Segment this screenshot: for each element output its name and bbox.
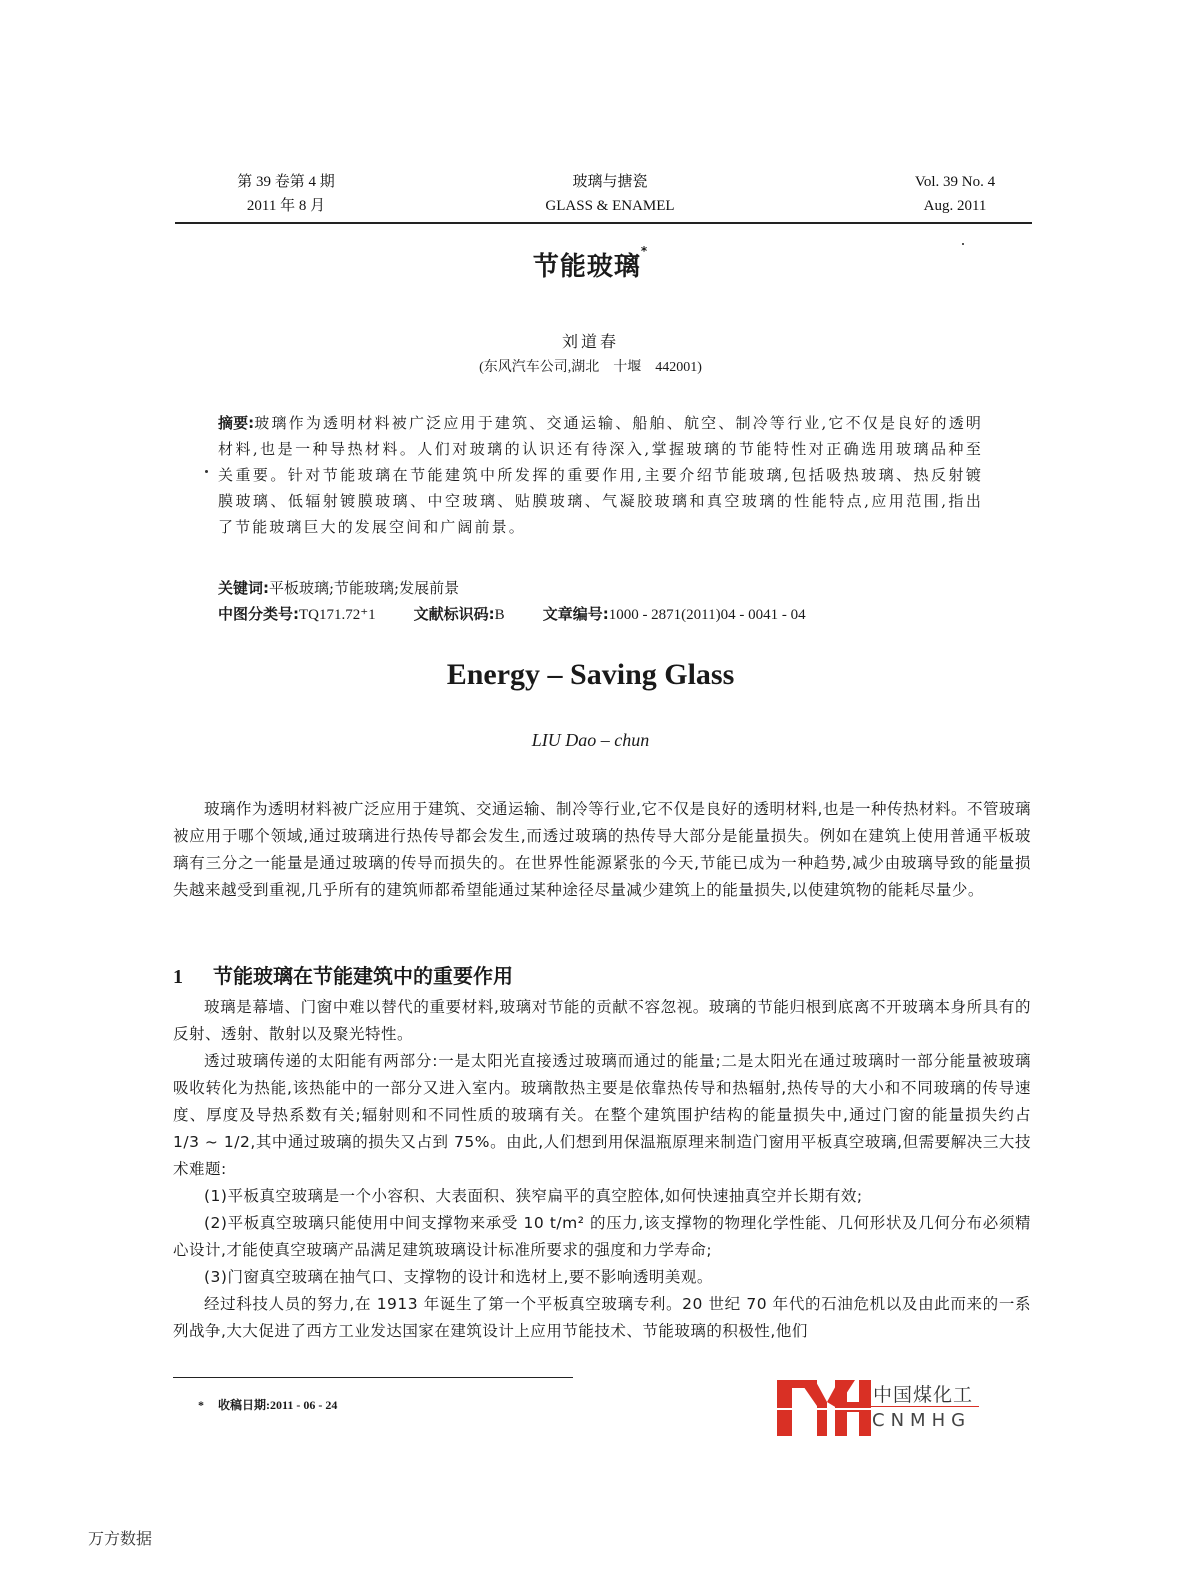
footnote-mark: * xyxy=(198,1398,204,1412)
abstract xyxy=(218,410,983,540)
article-no-label: 文章编号: xyxy=(542,605,609,623)
keywords xyxy=(218,576,459,600)
scan-speck xyxy=(205,470,208,473)
scan-speck xyxy=(962,243,964,245)
doc-code-label: 文献标识码: xyxy=(413,605,495,623)
title-footnote-mark: * xyxy=(640,244,649,258)
affiliation-cn: (东风汽车公司,湖北 十堰 442001) xyxy=(479,360,702,375)
logo-name-en: CNMHG xyxy=(872,1410,972,1431)
list-item: (1)平板真空玻璃是一个小容积、大表面积、狭窄扁平的真空腔体,如何快速抽真空并长期有效; xyxy=(204,1187,863,1205)
section-title: 节能玻璃在节能建筑中的重要作用 xyxy=(213,964,513,988)
classification-line xyxy=(218,602,806,627)
intro-paragraph: 玻璃作为透明材料被广泛应用于建筑、交通运输、制冷等行业,它不仅是良好的透明材料,也是一种传热材料。不管玻璃被应用于哪个领域,通过玻璃进行热传导都会发生,而透过玻璃的热传导大部分是能量损失。例如在建筑上使用普通平板玻璃有三分之一能量是通过玻璃的传导而损失的。在世界性能源紧张的今天,节能已成为一种趋势,减少由玻璃导致的能量损失越来越受到重视,几乎所有的建筑师都希望能通过某种途径尽量减少建筑上的能量损失,以使建筑物的能耗尽量少。 xyxy=(173,800,1031,899)
keywords-label: 关键词: xyxy=(218,579,269,597)
abstract-label: 摘要: xyxy=(218,414,255,432)
list-item: (3)门窗真空玻璃在抽气口、支撑物的设计和选材上,要不影响透明美观。 xyxy=(204,1268,713,1286)
running-header-volume xyxy=(216,170,356,218)
header-rule xyxy=(175,222,1032,224)
journal-name-cn: 玻璃与搪瓷 xyxy=(572,174,648,190)
footnote-text: 收稿日期:2011 - 06 - 24 xyxy=(218,1398,338,1412)
doc-code-value: B xyxy=(494,607,505,623)
body-paragraph: 透过玻璃传递的太阳能有两部分:一是太阳光直接透过玻璃而通过的能量;二是太阳光在通过玻璃时一部分能量被玻璃吸收转化为热能,该热能中的一部分又进入室内。玻璃散热主要是依靠热传导和热辐射,热传导的大小和不同玻璃的传导速度、厚度及导热系数有关;辐射则和不同性质的玻璃有关。在整个建筑围护结构的能量损失中,通过门窗的能量损失约占 1/3 ~ 1/2,其中通过玻璃的损失又占到 75%。由此,人们想到用保温瓶原理来制造门窗用平板真空玻璃,但需要解决三大技术难题: xyxy=(173,1052,1031,1178)
title-cn xyxy=(0,246,1181,283)
title-cn-text: 节能玻璃 xyxy=(532,252,641,282)
logo-name-cn: 中国煤化工 xyxy=(873,1384,974,1406)
list-item: (2)平板真空玻璃只能使用中间支撑物来承受 10 t/m² 的压力,该支撑物的物理化学性能、几何形状及几何分布必须精心设计,才能使真空玻璃产品满足建筑玻璃设计标准所要求的强度和力学寿命; xyxy=(173,1214,1031,1259)
section-1-heading xyxy=(173,960,513,989)
body-paragraph: 玻璃是幕墙、门窗中难以替代的重要材料,玻璃对节能的贡献不容忽视。玻璃的节能归根到底离不开玻璃本身所具有的反射、透射、散射以及聚光特性。 xyxy=(173,998,1031,1043)
author-en: LIU Dao – chun xyxy=(531,730,650,750)
running-header-journal xyxy=(470,170,750,218)
author-cn: 刘道春 xyxy=(561,332,619,351)
clc-value: TQ171.72⁺1 xyxy=(299,607,376,623)
footnote-rule xyxy=(173,1377,573,1378)
logo-divider xyxy=(871,1406,979,1407)
abstract-text: 玻璃作为透明材料被广泛应用于建筑、交通运输、船舶、航空、制冷等行业,它不仅是良好的透明材料,也是一种导热材料。人们对玻璃的认识还有待深入,掌握玻璃的节能特性对正确选用玻璃品种至关重要。针对节能玻璃在节能建筑中所发挥的重要作用,主要介绍节能玻璃,包括吸热玻璃、热反射镀膜玻璃、低辐射镀膜玻璃、中空玻璃、贴膜玻璃、气凝胶玻璃和真空玻璃的性能特点,应用范围,指出了节能玻璃巨大的发展空间和广阔前景。 xyxy=(218,414,984,536)
article-no-value: 1000 - 2871(2011)04 - 0041 - 04 xyxy=(608,607,806,623)
journal-name-en: GLASS & ENAMEL xyxy=(545,198,675,214)
section-number: 1 xyxy=(173,966,183,988)
intro-section xyxy=(173,796,1031,904)
issue-date-en: Aug. 2011 xyxy=(923,198,987,214)
running-header-volume-en xyxy=(880,170,1030,218)
section-1-body xyxy=(173,994,1031,1345)
clc-label: 中图分类号: xyxy=(218,605,299,623)
title-en: Energy – Saving Glass xyxy=(446,658,735,691)
issue-date-cn: 2011 年 8 月 xyxy=(246,198,326,214)
wanfang-watermark: 万方数据 xyxy=(88,1529,153,1548)
body-paragraph: 经过科技人员的努力,在 1913 年诞生了第一个平板真空玻璃专利。20 世纪 70 年代的石油危机以及由此而来的一系列战争,大大促进了西方工业发达国家在建筑设计上应用节能技术、节能玻璃的积极性,他们 xyxy=(173,1295,1031,1340)
volume-issue: 第 39 卷第 4 期 xyxy=(237,174,335,190)
footnote xyxy=(198,1396,337,1413)
volume-issue-en: Vol. 39 No. 4 xyxy=(914,174,996,190)
keywords-text: 平板玻璃;节能玻璃;发展前景 xyxy=(269,579,460,597)
